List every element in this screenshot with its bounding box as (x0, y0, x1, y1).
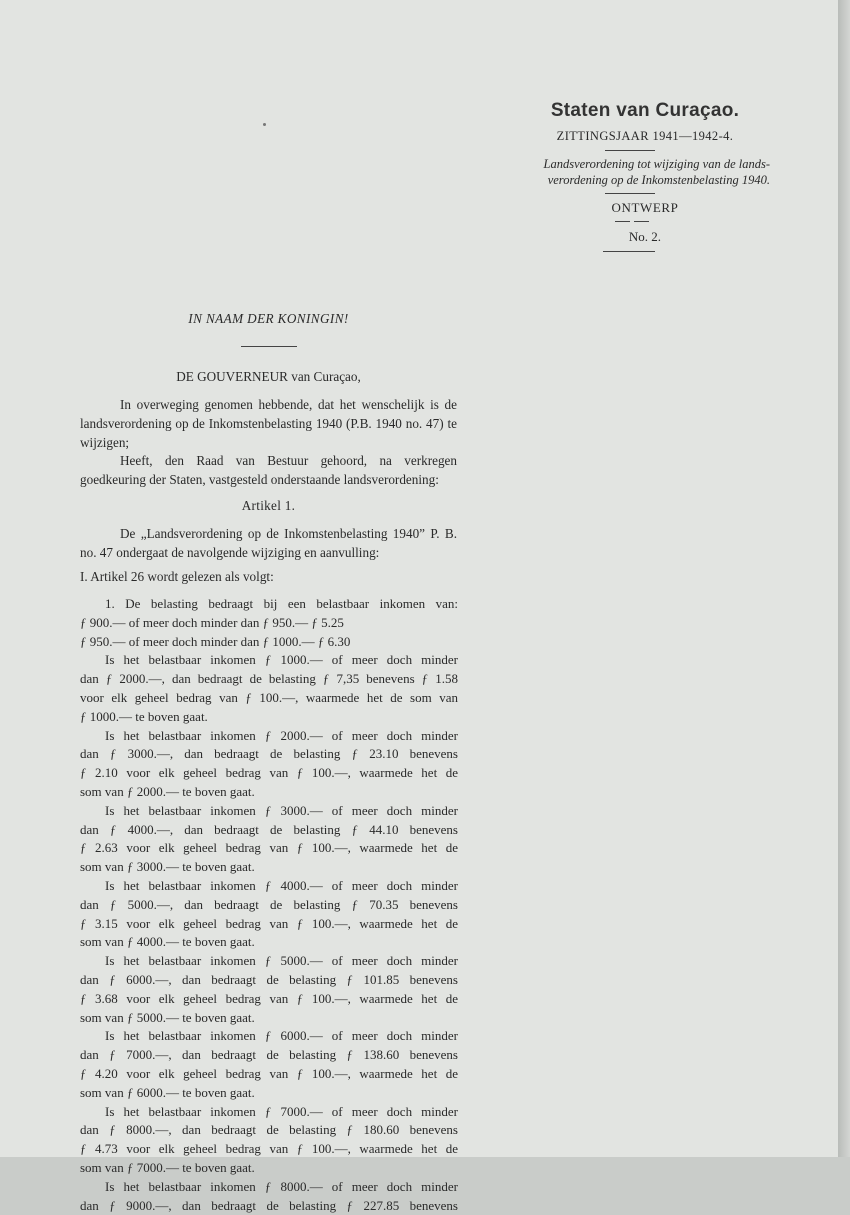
governor-line: DE GOUVERNEUR van Curaçao, (80, 367, 457, 386)
schedule-line: ƒ 4.20 voor elk geheel bedrag van ƒ 100.—, waarmede het de (80, 1065, 458, 1084)
schedule-line: som van ƒ 3000.— te boven gaat. (80, 858, 458, 877)
schedule-line: ƒ 950.— of meer doch minder dan ƒ 1000.— ƒ 6.30 (80, 633, 458, 652)
divider (605, 150, 655, 151)
schedule-line: som van ƒ 6000.— te boven gaat. (80, 1084, 458, 1103)
document-title: Staten van Curaçao. (470, 100, 820, 122)
schedule-line: Is het belastbaar inkomen ƒ 5000.— of meer doch minder (80, 952, 458, 971)
schedule-line: dan ƒ 4000.—, dan bedraagt de belasting ƒ 44.10 benevens (80, 821, 458, 840)
divider (615, 221, 630, 222)
invocation: IN NAAM DER KONINGIN! (80, 309, 457, 328)
page-edge (838, 0, 850, 1157)
consideration-paragraph (80, 395, 457, 452)
schedule-line: som van ƒ 5000.— te boven gaat. (80, 1009, 458, 1028)
tax-schedule (80, 595, 458, 1215)
subject-title (470, 157, 770, 188)
draft-label: ONTWERP (470, 200, 820, 216)
schedule-line: ƒ 2.63 voor elk geheel bedrag van ƒ 100.—, waarmede het de (80, 839, 458, 858)
schedule-line: Is het belastbaar inkomen ƒ 6000.— of meer doch minder (80, 1027, 458, 1046)
schedule-line: dan ƒ 5000.—, dan bedraagt de belasting ƒ 70.35 benevens (80, 896, 458, 915)
schedule-line: dan ƒ 7000.—, dan bedraagt de belasting ƒ 138.60 benevens (80, 1046, 458, 1065)
enactment-paragraph (80, 451, 457, 489)
schedule-line: som van ƒ 7000.— te boven gaat. (80, 1159, 458, 1178)
schedule-line: ƒ 1000.— te boven gaat. (80, 708, 458, 727)
draft-number: No. 2. (470, 229, 820, 245)
article-paragraph (80, 524, 457, 562)
schedule-line: dan ƒ 9000.—, dan bedraagt de belasting ƒ 227.85 benevens (80, 1197, 458, 1215)
ink-speck (263, 123, 266, 126)
session-year: ZITTINGSJAAR 1941—1942-4. (470, 129, 820, 144)
enactment-text: Heeft, den Raad van Bestuur gehoord, na verkregen goedkeuring der Staten, vastgesteld onderstaande landsverordening: (80, 451, 457, 489)
divider (634, 221, 649, 222)
schedule-line: Is het belastbaar inkomen ƒ 7000.— of meer doch minder (80, 1103, 458, 1122)
item-one: I. Artikel 26 wordt gelezen als volgt: (80, 567, 457, 586)
schedule-line: Is het belastbaar inkomen ƒ 2000.— of meer doch minder (80, 727, 458, 746)
schedule-line: ƒ 2.10 voor elk geheel bedrag van ƒ 100.—, waarmede het de (80, 764, 458, 783)
subject-line: verordening op de Inkomstenbelasting 1940. (470, 173, 770, 189)
article-heading: Artikel 1. (80, 496, 457, 515)
schedule-line: voor elk geheel bedrag van ƒ 100.—, waarmede het de som van (80, 689, 458, 708)
divider (241, 346, 297, 347)
schedule-line: ƒ 3.15 voor elk geheel bedrag van ƒ 100.—, waarmede het de (80, 915, 458, 934)
divider (603, 251, 655, 252)
schedule-line: dan ƒ 8000.—, dan bedraagt de belasting ƒ 180.60 benevens (80, 1121, 458, 1140)
schedule-line: 1. De belasting bedraagt bij een belastbaar inkomen van: (80, 595, 458, 614)
consideration-text: In overweging genomen hebbende, dat het wenschelijk is de landsverordening op de Inkomstenbelasting 1940 (P.B. 1940 no. 47) te wijzigen; (80, 395, 457, 452)
subject-line: Landsverordening tot wijziging van de lands- (470, 157, 770, 173)
schedule-line: Is het belastbaar inkomen ƒ 8000.— of meer doch minder (80, 1178, 458, 1197)
schedule-line: Is het belastbaar inkomen ƒ 3000.— of meer doch minder (80, 802, 458, 821)
schedule-line: som van ƒ 2000.— te boven gaat. (80, 783, 458, 802)
schedule-line: Is het belastbaar inkomen ƒ 1000.— of meer doch minder (80, 651, 458, 670)
schedule-line: dan ƒ 2000.—, dan bedraagt de belasting ƒ 7,35 benevens ƒ 1.58 (80, 670, 458, 689)
divider (605, 193, 655, 194)
schedule-line: ƒ 900.— of meer doch minder dan ƒ 950.— ƒ 5.25 (80, 614, 458, 633)
schedule-line: ƒ 3.68 voor elk geheel bedrag van ƒ 100.—, waarmede het de (80, 990, 458, 1009)
schedule-line: ƒ 4.73 voor elk geheel bedrag van ƒ 100.—, waarmede het de (80, 1140, 458, 1159)
schedule-line: dan ƒ 3000.—, dan bedraagt de belasting ƒ 23.10 benevens (80, 745, 458, 764)
article-text: De „Landsverordening op de Inkomstenbelasting 1940” P. B. no. 47 ondergaat de navolgende wijziging en aanvulling: (80, 524, 457, 562)
schedule-line: dan ƒ 6000.—, dan bedraagt de belasting ƒ 101.85 benevens (80, 971, 458, 990)
schedule-line: Is het belastbaar inkomen ƒ 4000.— of meer doch minder (80, 877, 458, 896)
schedule-line: som van ƒ 4000.— te boven gaat. (80, 933, 458, 952)
